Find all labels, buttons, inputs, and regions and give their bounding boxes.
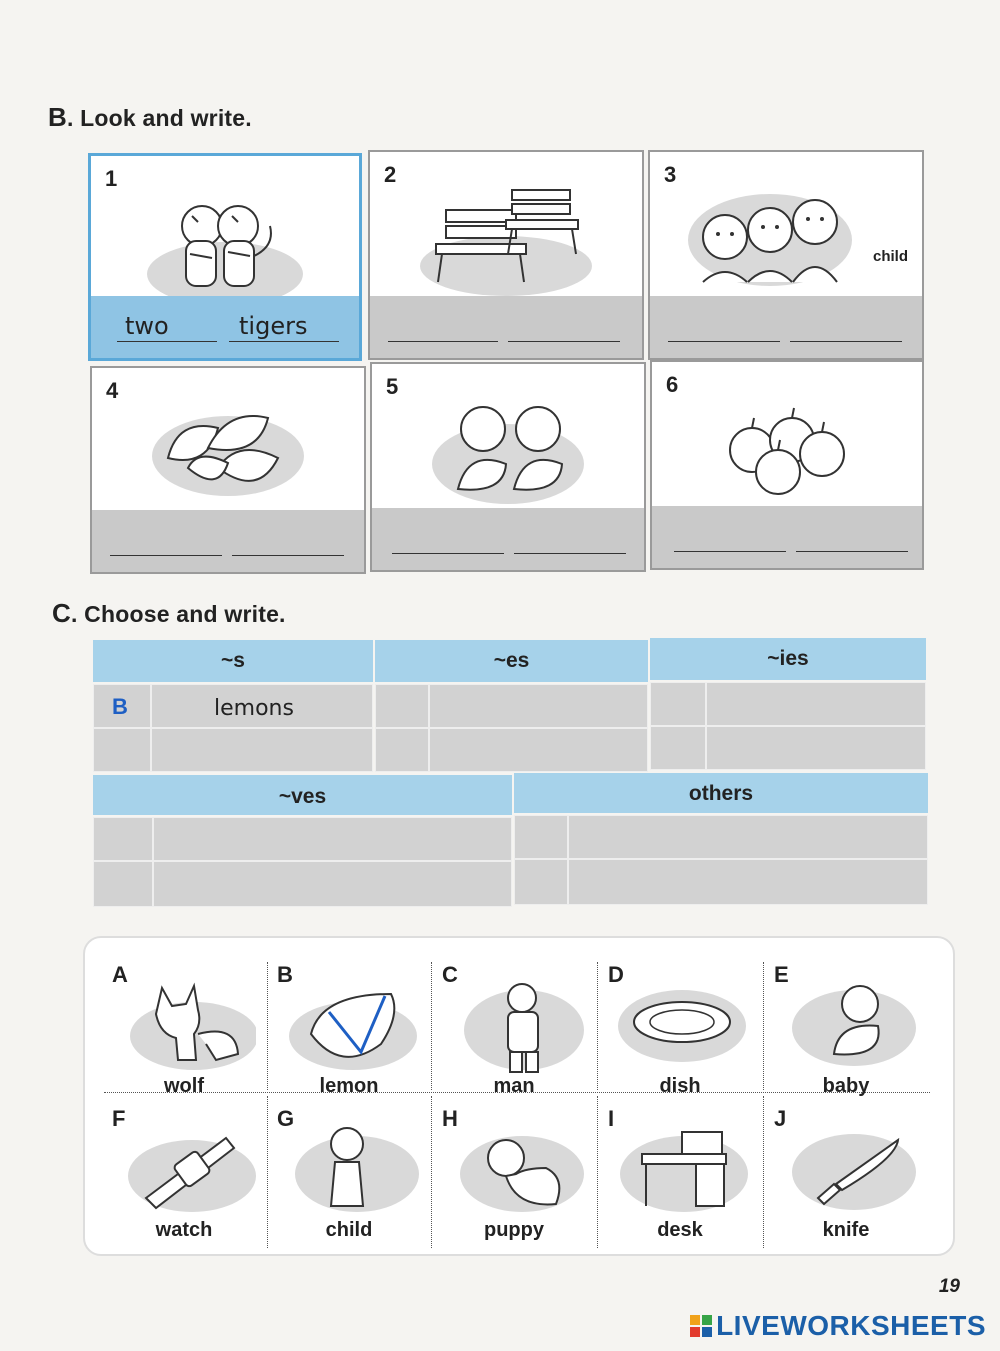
header-ves: ~ves (93, 775, 512, 815)
item-c[interactable] (432, 954, 596, 1104)
answer-line-2[interactable] (229, 341, 339, 342)
header-s: ~s (93, 640, 373, 682)
item-letter: J (774, 1106, 787, 1131)
item-word: desk (657, 1219, 703, 1241)
word-cell[interactable] (153, 817, 512, 861)
cell-number: 3 (664, 162, 677, 187)
item-letter: G (277, 1106, 295, 1131)
item-g[interactable] (267, 1098, 431, 1248)
exercise-cell-3 (648, 150, 924, 360)
item-j[interactable] (764, 1098, 928, 1248)
section-c-title (52, 598, 286, 629)
word-cell[interactable] (429, 728, 648, 772)
answer-line-1[interactable] (668, 341, 780, 342)
answer-line-2[interactable] (232, 555, 344, 556)
exercise-cell-6 (650, 360, 924, 570)
answer-line-2[interactable] (508, 341, 620, 342)
babies-icon (428, 394, 588, 509)
word-cell[interactable] (706, 726, 926, 770)
liveworksheets-icon (690, 1315, 712, 1337)
item-h[interactable] (432, 1098, 596, 1248)
item-letter: E (774, 962, 789, 987)
item-letter: I (608, 1106, 615, 1131)
knife-icon (778, 1118, 918, 1218)
child-icon (281, 1118, 421, 1218)
section-b-letter: B (48, 102, 67, 132)
item-word: watch (155, 1219, 213, 1241)
benches-icon (416, 182, 596, 302)
item-word: man (493, 1075, 535, 1097)
word-cell[interactable] (429, 684, 648, 728)
word-cell[interactable] (151, 728, 373, 772)
letter-cell[interactable] (93, 817, 153, 861)
letter-cell[interactable] (375, 684, 429, 728)
item-b[interactable] (267, 954, 431, 1104)
letter-cell[interactable] (375, 728, 429, 772)
item-i[interactable] (598, 1098, 762, 1248)
answer-line-1[interactable] (110, 555, 222, 556)
brand-name: LIVEWORKSHEETS (716, 1310, 986, 1341)
baby-icon (778, 974, 918, 1074)
puppy-icon (446, 1118, 586, 1218)
letter-cell[interactable] (93, 728, 151, 772)
answer-line-1[interactable] (674, 551, 786, 552)
exercise-cell-4 (90, 366, 366, 574)
section-b-title (48, 102, 252, 133)
item-f[interactable] (102, 1098, 266, 1248)
item-letter: D (608, 962, 624, 987)
item-word: dish (659, 1075, 701, 1097)
page-number: 19 (938, 1276, 960, 1297)
letter-cell[interactable] (514, 859, 568, 905)
answer-band (652, 506, 922, 568)
exercise-cell-5 (370, 362, 646, 572)
answer-line-2[interactable] (514, 553, 626, 554)
answer-line-1[interactable] (392, 553, 504, 554)
letter-cell[interactable] (93, 861, 153, 907)
item-letter: H (442, 1106, 458, 1131)
letter-cell[interactable] (650, 726, 706, 770)
item-word: baby (822, 1075, 870, 1097)
header-others: others (514, 773, 928, 813)
item-word: knife (822, 1219, 870, 1241)
item-d[interactable] (598, 954, 762, 1104)
item-letter: F (112, 1106, 126, 1131)
item-a[interactable] (102, 954, 266, 1104)
answer-line-1[interactable] (388, 341, 498, 342)
dish-icon (612, 974, 752, 1074)
answer-band (370, 296, 642, 358)
man-icon (446, 974, 586, 1074)
header-es: ~es (375, 640, 648, 682)
cell-number: 6 (666, 372, 679, 397)
answer-band (372, 508, 644, 570)
cell-number: 1 (105, 166, 118, 191)
answer-text-2[interactable]: tigers (239, 312, 308, 340)
answer-line-1[interactable] (117, 341, 217, 342)
exercise-cell-1 (88, 153, 362, 361)
item-word: child (325, 1219, 373, 1241)
cell-number: 4 (106, 378, 119, 403)
answer-band (650, 296, 922, 358)
word-cell[interactable] (568, 859, 928, 905)
answer-line-2[interactable] (790, 341, 902, 342)
apples-icon (722, 392, 852, 502)
item-word: puppy (484, 1219, 544, 1241)
hint-label: child (872, 248, 908, 265)
filled-word[interactable]: lemons (214, 696, 294, 721)
section-b-heading: . Look and write. (66, 105, 252, 131)
item-e[interactable] (764, 954, 928, 1104)
cell-number: 5 (386, 374, 399, 399)
word-cell[interactable] (706, 682, 926, 726)
leaves-icon (148, 398, 308, 508)
exercise-cell-2 (368, 150, 644, 360)
header-ies: ~ies (650, 638, 926, 680)
letter-cell[interactable] (514, 815, 568, 859)
children-icon (685, 182, 855, 302)
answer-band (92, 510, 364, 572)
brand-logo[interactable] (690, 1310, 986, 1342)
item-letter: B (277, 962, 293, 987)
lemon-icon (281, 974, 421, 1074)
section-c-letter: C (52, 598, 71, 628)
item-letter: A (112, 962, 128, 987)
item-letter: C (442, 962, 458, 987)
item-word: lemon (319, 1075, 379, 1097)
desk-icon (612, 1118, 752, 1218)
answer-line-2[interactable] (796, 551, 908, 552)
tigers-icon (140, 186, 310, 306)
cell-number: 2 (384, 162, 397, 187)
word-cell[interactable] (568, 815, 928, 859)
wolf-icon (116, 974, 256, 1074)
letter-cell[interactable] (650, 682, 706, 726)
section-c-heading: . Choose and write. (70, 601, 286, 627)
answer-text-1[interactable]: two (125, 312, 169, 340)
filled-letter[interactable]: B (112, 694, 128, 719)
watch-icon (116, 1118, 256, 1218)
item-word: wolf (164, 1075, 204, 1097)
word-cell[interactable] (153, 861, 512, 907)
